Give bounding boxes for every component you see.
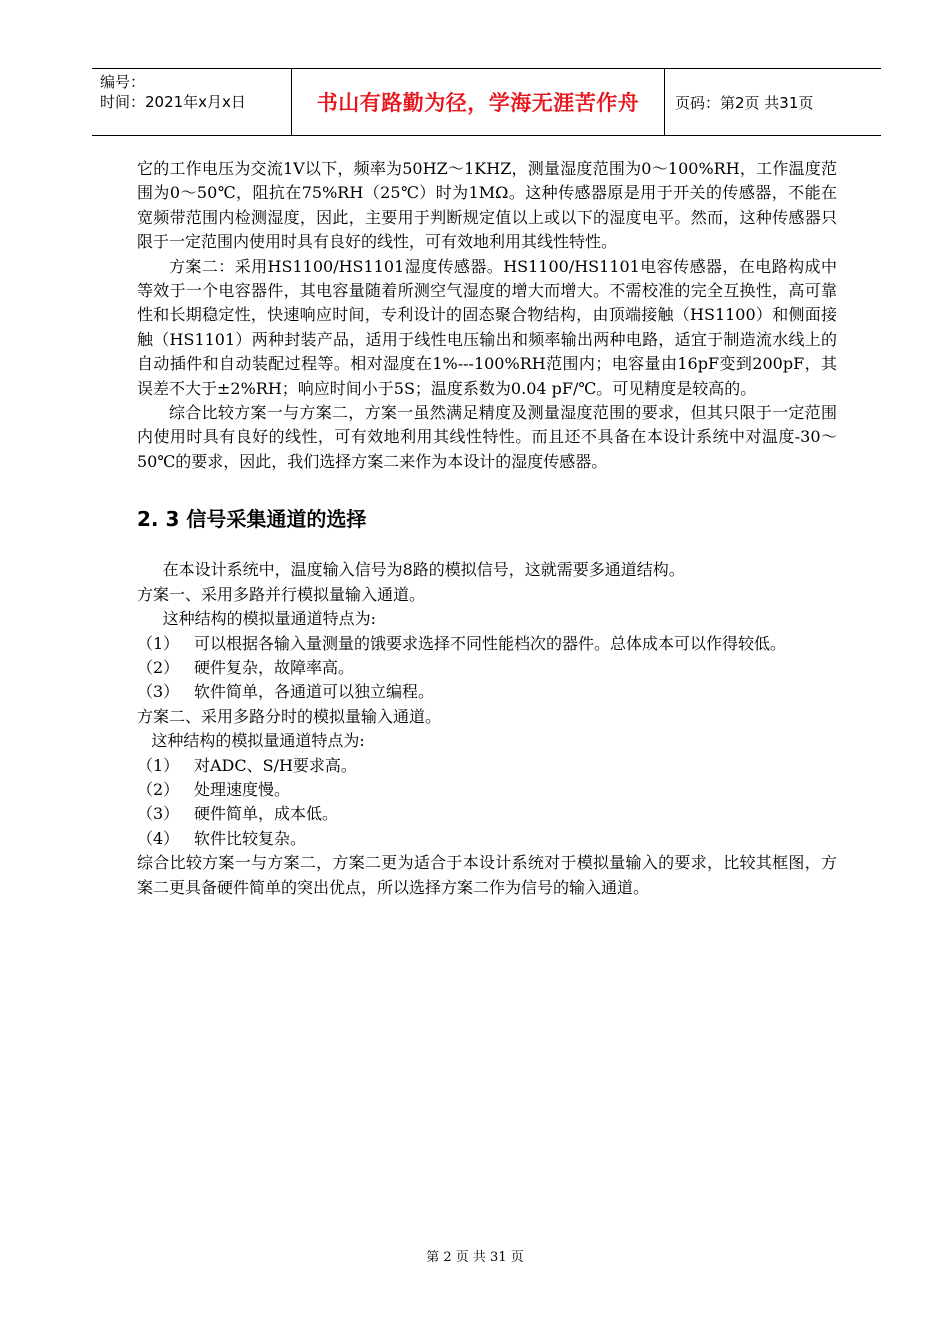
paragraph-comparison: 综合比较方案一与方案二，方案一虽然满足精度及测量湿度范围的要求，但其只限于一定范围内使用时具有良好的线性，可有效地利用其线性特性。而且还不具备在本设计系统中对温度-30～50℃的要求，因此，我们选择方案二来作为本设计的湿度传感器。 (137, 403, 837, 471)
list-item-number: （2） (137, 657, 180, 677)
header-motto: 书山有路勤为径，学海无涯苦作舟 (316, 91, 640, 115)
list-item-number: （3） (137, 804, 180, 824)
header-page-cell (665, 69, 881, 135)
header-motto-cell (292, 69, 665, 135)
list-item-number: （4） (137, 828, 180, 848)
paragraph-channel-option-two: 方案二、采用多路分时的模拟量输入通道。 (137, 706, 442, 726)
list-item-text: 对ADC、S/H要求高。 (194, 755, 357, 775)
paragraph-channel-intro: 在本设计系统中，温度输入信号为8路的模拟信号，这就需要多通道结构。 (162, 560, 685, 580)
list-item-text: 软件比较复杂。 (194, 828, 307, 848)
page-header (92, 68, 881, 136)
header-meta-cell (92, 69, 292, 135)
list-item (137, 802, 837, 826)
header-page-info: 页码：第2页 共31页 (675, 93, 814, 112)
paragraph-channel-option-one: 方案一、采用多路并行模拟量输入通道。 (137, 584, 426, 604)
list-item (137, 778, 837, 802)
list-item (137, 632, 837, 656)
list-item-number: （1） (137, 633, 180, 653)
list-item (137, 680, 837, 704)
paragraph-channel-conclusion: 综合比较方案一与方案二，方案二更为适合于本设计系统对于模拟量输入的要求，比较其框图，方案二更具备硬件简单的突出优点，所以选择方案二作为信号的输入通道。 (137, 853, 837, 897)
list-item-text: 处理速度慢。 (194, 779, 291, 799)
list-item-number: （1） (137, 755, 180, 775)
list-item-number: （3） (137, 682, 180, 702)
document-time-label: 时间：2021年x月x日 (100, 93, 246, 111)
paragraph-option-two: 方案二：采用HS1100/HS1101湿度传感器。HS1100/HS1101电容传感器，在电路构成中等效于一个电容器件，其电容量随着所测空气湿度的增大而增大。不需校准的完全互换性，高可靠性和长期稳定性，快速响应时间，专利设计的固态聚合物结构，由顶端接触（HS1100）和侧面接触（HS1101）两种封装产品，适用于线性电压输出和频率输出两种电路，适宜于制造流水线上的自动插件和自动装配过程等。相对湿度在1%---100%RH范围内；电容量由16pF变到200pF，其误差不大于±2%RH；响应时间小于5S；温度系数为0.04 pF/℃。可见精度是较高的。 (137, 256, 837, 398)
paragraph-option-one-features: 这种结构的模拟量通道特点为: (162, 609, 376, 629)
list-item (137, 827, 837, 851)
document-body (137, 157, 837, 900)
paragraph-option-two-features: 这种结构的模拟量通道特点为: (151, 731, 365, 751)
list-item (137, 656, 837, 680)
list-item-number: （2） (137, 779, 180, 799)
list-item-text: 可以根据各输入量测量的饿要求选择不同性能档次的器件。总体成本可以作得较低。 (194, 633, 787, 653)
list-item (137, 754, 837, 778)
page-footer: 第 2 页 共 31 页 (426, 1250, 524, 1265)
paragraph-sensor-description: 它的工作电压为交流1V以下，频率为50HZ～1KHZ，测量湿度范围为0～100%RH，工作温度范围为0～50℃，阻抗在75%RH（25℃）时为1MΩ。这种传感器原是用于开关的传感器，不能在宽频带范围内检测湿度，因此，主要用于判断规定值以上或以下的湿度电平。然而，这种传感器只限于一定范围内使用时具有良好的线性，可有效地利用其线性特性。 (137, 159, 837, 252)
section-heading: 2. 3 信号采集通道的选择 (137, 507, 367, 532)
document-number-label: 编号： (100, 73, 146, 91)
section-spacer (137, 534, 837, 558)
list-item-text: 硬件简单，成本低。 (194, 804, 339, 824)
list-item-text: 硬件复杂，故障率高。 (194, 657, 355, 677)
list-item-text: 软件简单，各通道可以独立编程。 (194, 682, 435, 702)
